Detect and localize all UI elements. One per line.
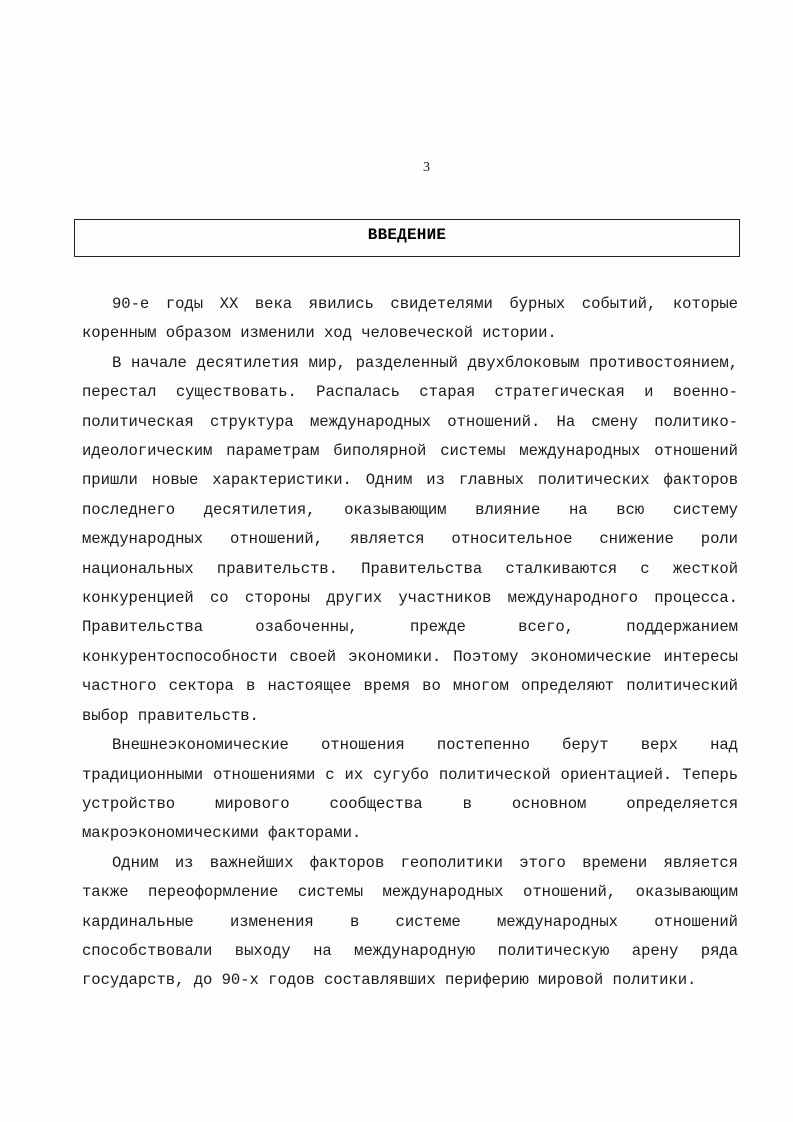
- paragraph-1: 90-е годы XX века явились свидетелями бурных событий, которые коренным образом изменили ход человеческой истории.: [82, 295, 738, 343]
- paragraph-2: В начале десятилетия мир, разделенный двухблоковым противостоянием, перестал существовать. Распалась старая стратегическая и военно-политическая структура международных отношений. На смену политико-идеологическим параметрам биполярной системы международных отношений пришли новые характеристики. Одним из главных политических факторов последнего десятилетия, оказывающим влияние на всю систему международных отношений, является относительное снижение роли национальных правительств. Правительства сталкиваются с жесткой конкуренцией со стороны других участников международного процесса. Правительства озабоченны, прежде всего, поддержанием конкурентоспособности своей экономики. Поэтому экономические интересы частного сектора в настоящее время во многом определяют политический выбор правительств.: [82, 353, 738, 725]
- paragraph-4: Одним из важнейших факторов геополитики этого времени является также переоформление системы международных отношений, оказывающим кардинальные изменения в системе международных отношений способствовали выходу на международную политическую арену ряда государств, до 90-х годов составлявших периферию мировой политики.: [82, 853, 738, 990]
- body-text: [82, 290, 738, 996]
- paragraph-3: Внешнеэкономические отношения постепенно берут верх над традиционными отношениями с их сугубо политической ориентацией. Теперь устройство мирового сообщества в основном определяется макроэкономическими факторами.: [82, 736, 738, 843]
- page-number: 3: [423, 160, 430, 175]
- page-heading: ВВЕДЕНИЕ: [367, 226, 447, 244]
- heading-box: [74, 219, 740, 257]
